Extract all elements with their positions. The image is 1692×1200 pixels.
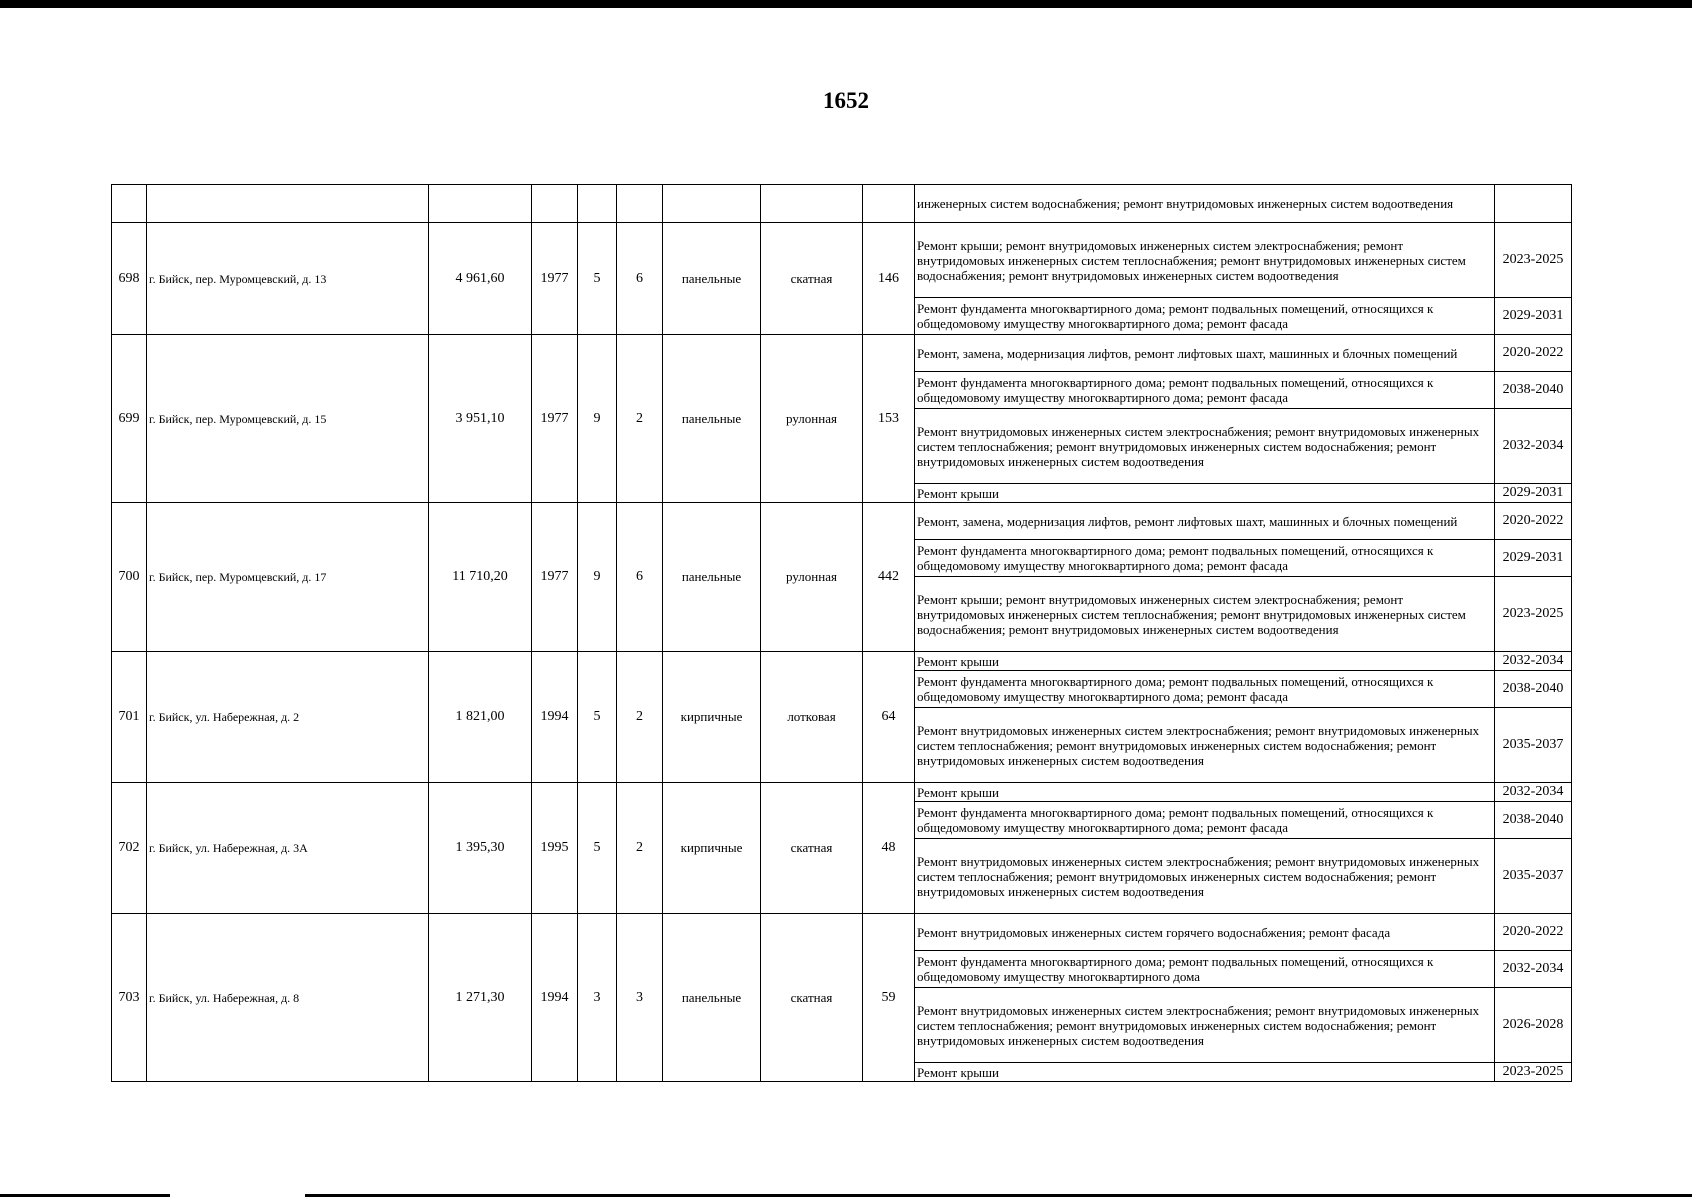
work-period: 2035-2037 [1495,839,1572,914]
work-description: Ремонт фундамента многоквартирного дома; ремонт подвальных помещений, относящихся к общедомовому имуществу многоквартирного дома; ремонт фасада [915,372,1495,409]
table-row [112,783,1572,802]
work-period [1495,185,1572,223]
cell-empty [761,185,863,223]
total-area: 1 271,30 [429,914,532,1082]
floors-count: 5 [578,223,617,335]
house-address: г. Бийск, пер. Муромцевский, д. 13 [147,223,429,335]
work-period: 2023-2025 [1495,1063,1572,1082]
work-period: 2029-2031 [1495,484,1572,503]
scan-top-border [0,0,1692,8]
entrances-count: 2 [617,652,663,783]
work-description: Ремонт, замена, модернизация лифтов, ремонт лифтовых шахт, машинных и блочных помещений [915,503,1495,540]
work-period: 2035-2037 [1495,708,1572,783]
year-built: 1994 [532,914,578,1082]
work-period: 2038-2040 [1495,671,1572,708]
wall-material: панельные [663,223,761,335]
year-built: 1977 [532,503,578,652]
floors-count: 5 [578,783,617,914]
work-period: 2038-2040 [1495,372,1572,409]
cell-empty [532,185,578,223]
work-period: 2026-2028 [1495,988,1572,1063]
total-area: 1 395,30 [429,783,532,914]
work-description: Ремонт фундамента многоквартирного дома; ремонт подвальных помещений, относящихся к общедомовому имуществу многоквартирного дома; ремонт фасада [915,802,1495,839]
year-built: 1995 [532,783,578,914]
work-description: Ремонт фундамента многоквартирного дома; ремонт подвальных помещений, относящихся к общедомовому имуществу многоквартирного дома [915,951,1495,988]
work-description: Ремонт крыши; ремонт внутридомовых инженерных систем электроснабжения; ремонт внутридомовых инженерных систем теплоснабжения; ремонт внутридомовых инженерных систем водоснабжения; ремонт внутридомовых инженерных систем водоотведения [915,223,1495,298]
work-description: Ремонт крыши [915,652,1495,671]
cell-empty [617,185,663,223]
house-address: г. Бийск, пер. Муромцевский, д. 15 [147,335,429,503]
scan-bottom-border [305,1194,1692,1197]
year-built: 1977 [532,223,578,335]
work-description: Ремонт фундамента многоквартирного дома; ремонт подвальных помещений, относящихся к общедомовому имуществу многоквартирного дома; ремонт фасада [915,298,1495,335]
house-number: 702 [112,783,147,914]
wall-material: панельные [663,503,761,652]
work-description: Ремонт внутридомовых инженерных систем электроснабжения; ремонт внутридомовых инженерных систем теплоснабжения; ремонт внутридомовых инженерных систем водоснабжения; ремонт внутридомовых инженерных систем водоотведения [915,409,1495,484]
work-description: Ремонт внутридомовых инженерных систем электроснабжения; ремонт внутридомовых инженерных систем теплоснабжения; ремонт внутридомовых инженерных систем водоснабжения; ремонт внутридомовых инженерных систем водоотведения [915,988,1495,1063]
total-area: 4 961,60 [429,223,532,335]
work-period: 2023-2025 [1495,223,1572,298]
cell-empty [147,185,429,223]
residents-count: 153 [863,335,915,503]
house-address: г. Бийск, ул. Набережная, д. 3А [147,783,429,914]
house-number: 700 [112,503,147,652]
work-description: Ремонт крыши [915,783,1495,802]
floors-count: 9 [578,503,617,652]
year-built: 1977 [532,335,578,503]
entrances-count: 3 [617,914,663,1082]
table-row [112,335,1572,372]
work-description: Ремонт крыши [915,1063,1495,1082]
floors-count: 5 [578,652,617,783]
roof-type: скатная [761,223,863,335]
residents-count: 442 [863,503,915,652]
house-address: г. Бийск, ул. Набережная, д. 2 [147,652,429,783]
total-area: 3 951,10 [429,335,532,503]
work-description: Ремонт фундамента многоквартирного дома; ремонт подвальных помещений, относящихся к общедомовому имуществу многоквартирного дома; ремонт фасада [915,671,1495,708]
work-period: 2032-2034 [1495,951,1572,988]
cell-empty [578,185,617,223]
cell-empty [429,185,532,223]
work-period: 2032-2034 [1495,652,1572,671]
residents-count: 59 [863,914,915,1082]
floors-count: 9 [578,335,617,503]
table-row [112,223,1572,298]
work-period: 2023-2025 [1495,577,1572,652]
entrances-count: 2 [617,335,663,503]
wall-material: панельные [663,914,761,1082]
work-description: инженерных систем водоснабжения; ремонт внутридомовых инженерных систем водоотведения [915,185,1495,223]
wall-material: кирпичные [663,652,761,783]
roof-type: рулонная [761,503,863,652]
entrances-count: 6 [617,223,663,335]
year-built: 1994 [532,652,578,783]
work-description: Ремонт, замена, модернизация лифтов, ремонт лифтовых шахт, машинных и блочных помещений [915,335,1495,372]
roof-type: скатная [761,914,863,1082]
entrances-count: 6 [617,503,663,652]
work-description: Ремонт фундамента многоквартирного дома; ремонт подвальных помещений, относящихся к общедомовому имуществу многоквартирного дома; ремонт фасада [915,540,1495,577]
roof-type: рулонная [761,335,863,503]
entrances-count: 2 [617,783,663,914]
floors-count: 3 [578,914,617,1082]
work-description: Ремонт внутридомовых инженерных систем горячего водоснабжения; ремонт фасада [915,914,1495,951]
roof-type: лотковая [761,652,863,783]
residents-count: 64 [863,652,915,783]
roof-type: скатная [761,783,863,914]
house-address: г. Бийск, пер. Муромцевский, д. 17 [147,503,429,652]
cell-empty [112,185,147,223]
house-number: 703 [112,914,147,1082]
work-period: 2032-2034 [1495,409,1572,484]
work-period: 2020-2022 [1495,503,1572,540]
cell-empty [863,185,915,223]
work-description: Ремонт крыши [915,484,1495,503]
table-row [112,503,1572,540]
work-period: 2038-2040 [1495,802,1572,839]
house-number: 698 [112,223,147,335]
table-row [112,914,1572,951]
work-period: 2032-2034 [1495,783,1572,802]
work-description: Ремонт внутридомовых инженерных систем электроснабжения; ремонт внутридомовых инженерных систем теплоснабжения; ремонт внутридомовых инженерных систем водоснабжения; ремонт внутридомовых инженерных систем водоотведения [915,708,1495,783]
repair-schedule-table [111,184,1572,1082]
house-number: 699 [112,335,147,503]
work-description: Ремонт крыши; ремонт внутридомовых инженерных систем электроснабжения; ремонт внутридомовых инженерных систем теплоснабжения; ремонт внутридомовых инженерных систем водоснабжения; ремонт внутридомовых инженерных систем водоотведения [915,577,1495,652]
work-description: Ремонт внутридомовых инженерных систем электроснабжения; ремонт внутридомовых инженерных систем теплоснабжения; ремонт внутридомовых инженерных систем водоснабжения; ремонт внутридомовых инженерных систем водоотведения [915,839,1495,914]
total-area: 11 710,20 [429,503,532,652]
wall-material: панельные [663,335,761,503]
house-number: 701 [112,652,147,783]
work-period: 2020-2022 [1495,335,1572,372]
page-number: 1652 [823,88,869,113]
residents-count: 48 [863,783,915,914]
scan-bottom-border [0,1194,170,1197]
continuation-row [112,185,1572,223]
work-period: 2020-2022 [1495,914,1572,951]
work-period: 2029-2031 [1495,298,1572,335]
work-period: 2029-2031 [1495,540,1572,577]
total-area: 1 821,00 [429,652,532,783]
house-address: г. Бийск, ул. Набережная, д. 8 [147,914,429,1082]
wall-material: кирпичные [663,783,761,914]
table-row [112,652,1572,671]
residents-count: 146 [863,223,915,335]
cell-empty [663,185,761,223]
